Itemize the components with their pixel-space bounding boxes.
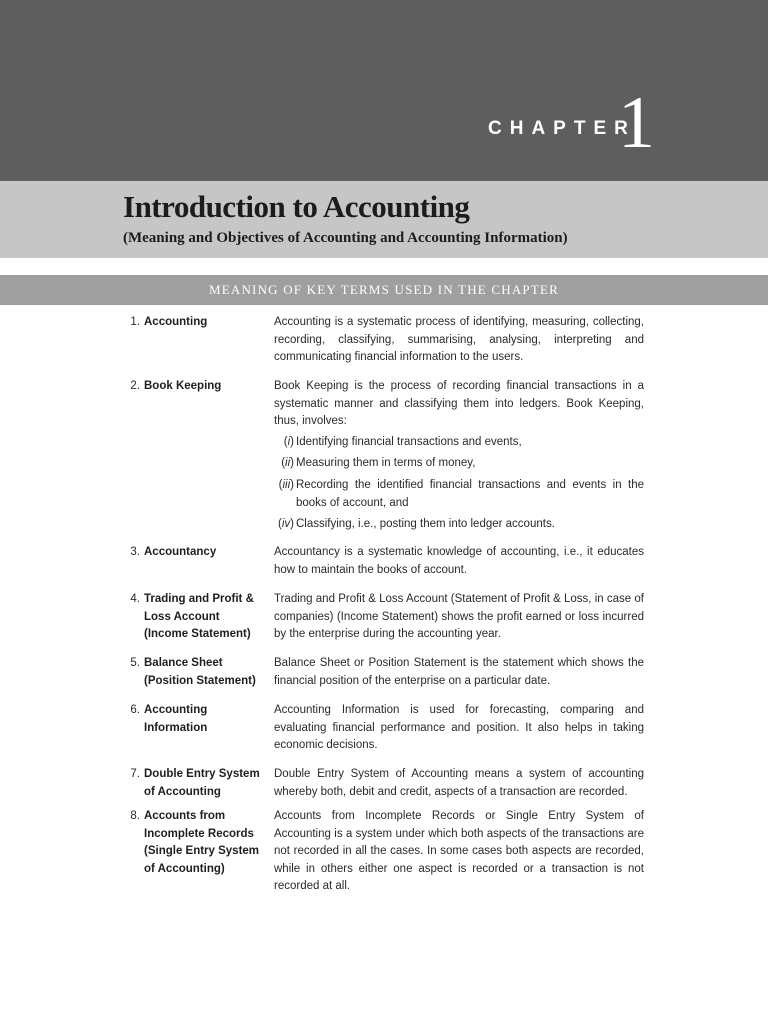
definition-text: Balance Sheet or Position Statement is the statement which shows the financial position of the enterprise on a particular date. [274, 657, 644, 687]
sub-item-marker: (i) [283, 435, 294, 448]
sub-item-text: Identifying financial transactions and events, [296, 435, 522, 448]
definition-text: Accounts from Incomplete Records or Single Entry System of Accounting is a system under which both aspects of the transactions are not recorded in all the cases. In some cases both aspects are recorded, while in others either one aspect is recorded or a transaction is not recorded at all. [274, 810, 644, 893]
sub-item-marker: (iii) [278, 478, 294, 491]
sub-item [274, 434, 644, 452]
sub-item-text: Classifying, i.e., posting them into ledger accounts. [296, 518, 555, 531]
entry-definition [274, 766, 644, 801]
definition-text: Trading and Profit & Loss Account (Statement of Profit & Loss, in case of companies) (Income Statement) shows the profit earned or loss incurred by the enterprise during the accounting year. [274, 593, 644, 641]
definition-text: Accounting is a systematic process of identifying, measuring, collecting, recording, classifying, summarising, analysing, interpreting and communicating financial information to the users. [274, 316, 644, 364]
sub-item-marker: (ii) [281, 457, 294, 470]
entry-term: Accounts from Incomplete Records (Single Entry System of Accounting) [144, 810, 260, 875]
chapter-number: 1 [618, 82, 655, 164]
entry-term: Accounting [144, 316, 208, 328]
entry-definition [274, 808, 644, 896]
entry-definition [274, 702, 644, 755]
sub-item-text: Measuring them in terms of money, [296, 457, 476, 470]
chapter-label: CHAPTER [488, 118, 636, 139]
sub-item-text: Recording the identified financial transactions and events in the books of account, and [296, 478, 644, 509]
sub-item [274, 516, 644, 534]
definition-text: Accountancy is a systematic knowledge of accounting, i.e., it educates how to maintain the books of account. [274, 546, 644, 576]
sub-item [274, 477, 644, 512]
entry-definition [274, 591, 644, 644]
definition-text: Double Entry System of Accounting means a system of accounting whereby both, debit and credit, aspects of a transaction are recorded. [274, 768, 644, 798]
entry-number: 2. [130, 380, 140, 392]
definition-text: Accounting Information is used for forecasting, comparing and evaluating financial performance and position. It also helps in taking economic decisions. [274, 704, 644, 752]
definition-text: Book Keeping is the process of recording financial transactions in a systematic manner and classifying them into ledgers. Book Keeping, thus, involves: [274, 380, 644, 428]
entry-definition [274, 655, 644, 690]
entry-number: 8. [130, 810, 140, 822]
key-terms-heading: MEANING OF KEY TERMS USED IN THE CHAPTER [208, 282, 560, 297]
entry-definition [274, 314, 644, 367]
entry-term: Accountancy [144, 546, 217, 558]
entry-number: 5. [130, 657, 140, 669]
entry-term: Accounting Information [144, 704, 208, 734]
sub-item-marker: (iv) [278, 518, 294, 531]
entry-number: 1. [130, 316, 140, 328]
entry-number: 6. [130, 704, 140, 716]
entry-number: 4. [130, 593, 140, 605]
entry-number: 3. [130, 546, 140, 558]
page-subtitle: (Meaning and Objectives of Accounting and Accounting Information) [123, 230, 568, 246]
entry-definition [274, 544, 644, 579]
entry-term: Balance Sheet (Position Statement) [144, 657, 256, 687]
entry-number: 7. [130, 768, 140, 780]
entry-term: Book Keeping [144, 380, 222, 392]
entry-term: Trading and Profit & Loss Account (Income Statement) [144, 593, 254, 641]
sub-item-list [274, 434, 644, 534]
entry-definition [274, 378, 644, 538]
page-title: Introduction to Accounting [123, 189, 470, 224]
entry-term: Double Entry System of Accounting [144, 768, 260, 798]
sub-item [274, 455, 644, 473]
